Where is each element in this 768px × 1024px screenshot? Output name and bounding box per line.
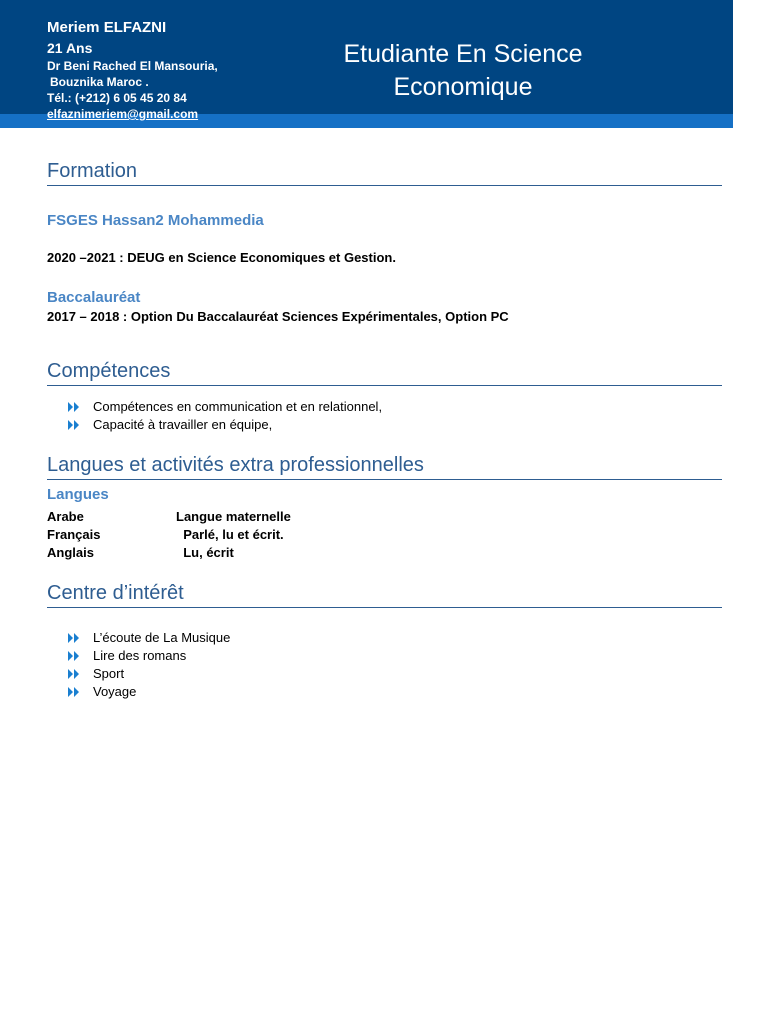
interet-text: L’écoute de La Musique — [93, 630, 231, 645]
address-line-1: Dr Beni Rached El Mansouria, — [47, 59, 218, 73]
double-chevron-right-icon — [68, 629, 93, 647]
list-item — [68, 647, 230, 665]
bac-title: Baccalauréat — [47, 289, 141, 306]
list-item — [68, 665, 230, 683]
section-title-competences: Compétences — [47, 358, 722, 386]
interet-text: Sport — [93, 666, 125, 681]
address-line-2: Bouznika Maroc . — [50, 75, 149, 89]
school-entry: 2020 –2021 : DEUG en Science Economiques et Gestion. — [47, 250, 396, 265]
list-item — [68, 683, 230, 701]
table-row — [47, 544, 291, 562]
language-level: Langue maternelle — [176, 509, 291, 524]
job-title-line-2: Economique — [393, 73, 533, 101]
job-title — [318, 38, 608, 104]
language-level: Lu, écrit — [176, 545, 234, 560]
language-level: Parlé, lu et écrit. — [176, 527, 284, 542]
interet-text: Voyage — [93, 684, 137, 699]
school-name: FSGES Hassan2 Mohammedia — [47, 212, 264, 229]
section-title-interets: Centre d’intérêt — [47, 580, 722, 608]
phone-number: Tél.: (+212) 6 05 45 20 84 — [47, 91, 187, 105]
table-row — [47, 526, 291, 544]
table-row — [47, 508, 291, 526]
interets-list — [68, 629, 230, 701]
language-name: Arabe — [47, 509, 84, 524]
language-name: Anglais — [47, 545, 94, 560]
list-item — [68, 416, 382, 434]
bac-entry: 2017 – 2018 : Option Du Baccalauréat Sciences Expérimentales, Option PC — [47, 309, 509, 324]
double-chevron-right-icon — [68, 416, 93, 434]
contact-block — [47, 18, 218, 122]
double-chevron-right-icon — [68, 398, 93, 416]
list-item — [68, 398, 382, 416]
list-item — [68, 629, 230, 647]
section-title-formation: Formation — [47, 158, 722, 186]
competences-list — [68, 398, 382, 434]
section-title-langues: Langues et activités extra professionnelles — [47, 452, 722, 480]
language-name: Français — [47, 527, 101, 542]
job-title-line-1: Etudiante En Science — [343, 40, 583, 68]
langues-table — [47, 508, 291, 562]
double-chevron-right-icon — [68, 647, 93, 665]
email-link[interactable]: elfaznimeriem@gmail.com — [47, 107, 199, 121]
competence-text: Capacité à travailler en équipe, — [93, 417, 273, 432]
candidate-age: 21 Ans — [47, 40, 93, 56]
double-chevron-right-icon — [68, 665, 93, 683]
competence-text: Compétences en communication et en relationnel, — [93, 399, 383, 414]
candidate-name: Meriem ELFAZNI — [47, 19, 167, 36]
langues-subtitle: Langues — [47, 486, 109, 503]
interet-text: Lire des romans — [93, 648, 187, 663]
double-chevron-right-icon — [68, 683, 93, 701]
